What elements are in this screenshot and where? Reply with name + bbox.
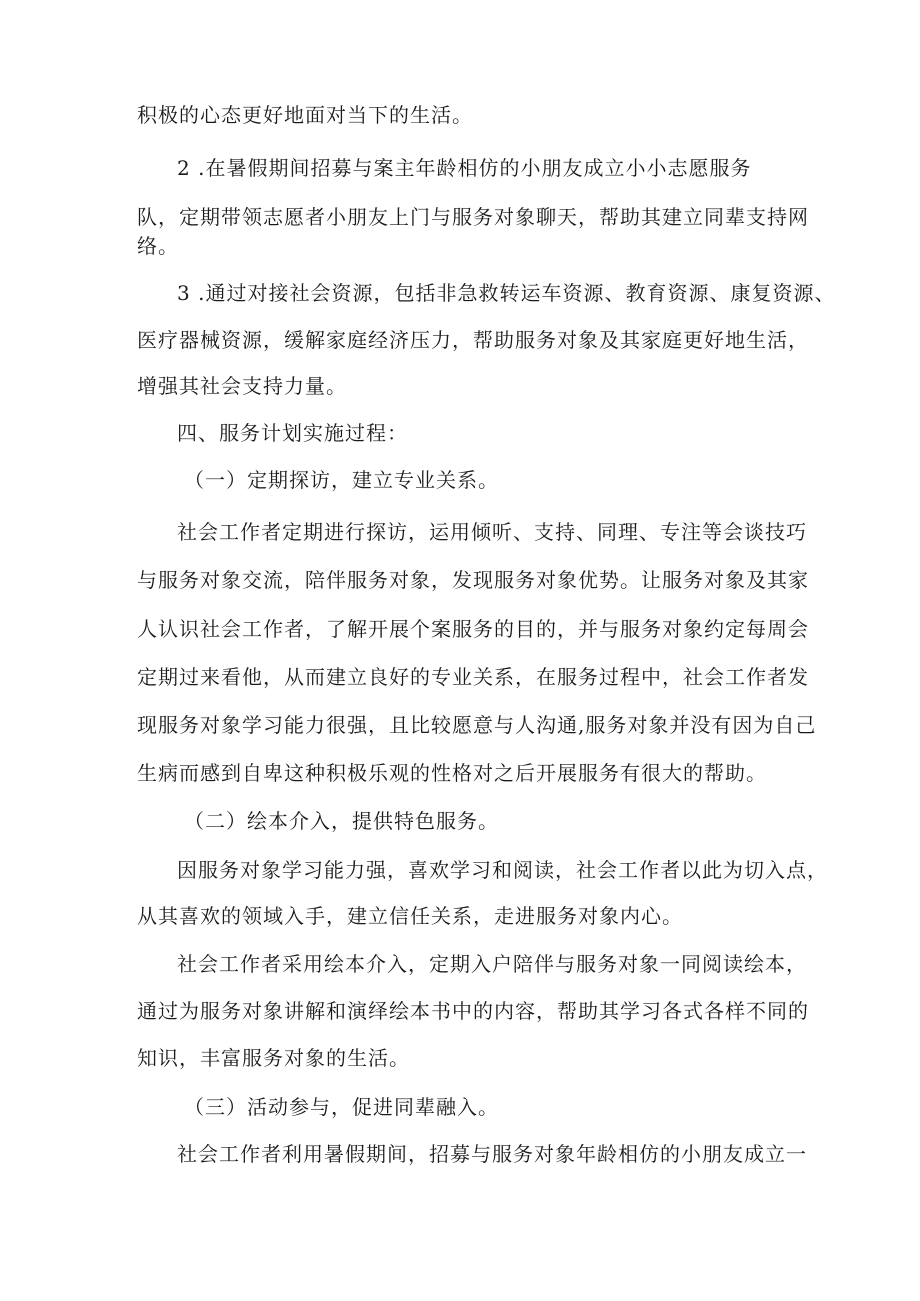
- text-line: 积极的心态更好地面对当下的生活。: [137, 103, 473, 127]
- subsection-heading: （二）绘本介入，提供特色服务。: [184, 809, 499, 833]
- text-line: 定期过来看他，从而建立良好的专业关系，在服务过程中，社会工作者发: [137, 665, 809, 689]
- text-line: 知识，丰富服务对象的生活。: [137, 1046, 410, 1070]
- text-line: 与服务对象交流，陪伴服务对象，发现服务对象优势。让服务对象及其家: [137, 568, 809, 592]
- text-line: 社会工作者采用绘本介入，定期入户陪伴与服务对象一同阅读绘本，: [177, 952, 807, 976]
- text-line: 2 .在暑假期间招募与案主年龄相仿的小朋友成立小小志愿服务: [177, 156, 752, 180]
- text-line: 队，定期带领志愿者小朋友上门与服务对象聊天，帮助其建立同辈支持网: [137, 205, 809, 229]
- text-line: 络。: [137, 234, 179, 258]
- text-line: 医疗器械资源，缓解家庭经济压力，帮助服务对象及其家庭更好地生活，: [137, 328, 809, 352]
- text-line: 现服务对象学习能力很强，且比较愿意与人沟通,服务对象并没有因为自己: [137, 713, 817, 737]
- text-line: 生病而感到自卑这种积极乐观的性格对之后开展服务有很大的帮助。: [137, 761, 767, 785]
- text-line: 从其喜欢的领域入手，建立信任关系，走进服务对象内心。: [137, 904, 683, 928]
- text-line: 通过为服务对象讲解和演绎绘本书中的内容，帮助其学习各式各样不同的: [137, 999, 809, 1023]
- text-line: 因服务对象学习能力强，喜欢学习和阅读，社会工作者以此为切入点，: [177, 858, 828, 882]
- text-line: 社会工作者利用暑假期间，招募与服务对象年龄相仿的小朋友成立一: [177, 1142, 807, 1166]
- section-heading: 四、服务计划实施过程：: [177, 421, 408, 445]
- subsection-heading: （三）活动参与，促进同辈融入。: [184, 1095, 499, 1119]
- subsection-heading: （一）定期探访，建立专业关系。: [184, 468, 499, 492]
- text-line: 社会工作者定期进行探访，运用倾听、支持、同理、专注等会谈技巧: [177, 520, 807, 544]
- text-line: 增强其社会支持力量。: [137, 374, 347, 398]
- text-line: 3 .通过对接社会资源，包括非急救转运车资源、教育资源、康复资源、: [177, 281, 836, 305]
- text-line: 人认识社会工作者，了解开展个案服务的目的，并与服务对象约定每周会: [137, 617, 809, 641]
